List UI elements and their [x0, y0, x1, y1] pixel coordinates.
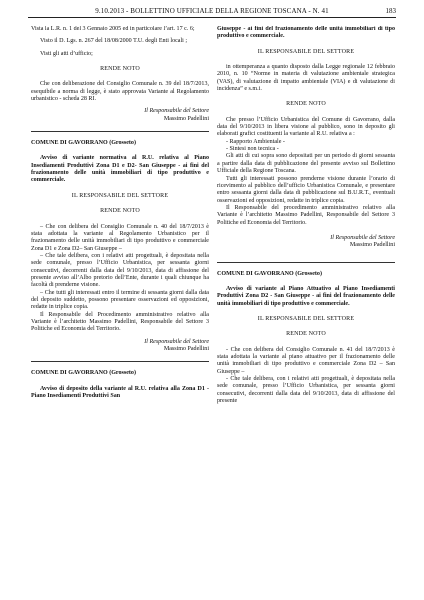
responsabile-heading: IL RESPONSABILE DEL SETTORE	[71, 192, 169, 199]
paragraph: - Che con delibera del Consiglio Comunale n. 41 del 18/7/2013 è stata adottata la variante al piano attuativo per il frazionamento delle unità immobiliari di tipo produttivo e commerciale Zona D2 – San Giuseppe –	[217, 346, 395, 375]
paragraph: Gli atti di cui sopra sono depositati per un periodo di giorni sessanta a partire dalla data di pubblicazione del presente avviso sul Bollettino Ufficiale della Regione Toscana.	[217, 153, 395, 175]
paragraph: Tutti gli interessati possono prenderne visione durante l’orario di ricevimento al pubblico dell’ufficio Urbanistica Comunale, e presentare entro sessanta giorni dalla data di pubblicazione sul B.U.R.T., eventuali osservazioni ed opposizioni, redatte in triplice copia.	[217, 175, 395, 204]
notice-title: Avviso di deposito della variante al R.U. relativa alla Zona D1 - Piano Insediamenti Produttivi San	[31, 385, 209, 400]
page-number: 183	[385, 7, 396, 15]
page-header	[28, 7, 396, 17]
signature-role: Il Responsabile del Settore	[144, 338, 209, 345]
rende-noto-heading: RENDE NOTO	[286, 101, 326, 108]
paragraph: in ottemperanza a quanto disposto dalla Legge regionale 12 febbraio 2010, n. 10 “Norme in materia di valutazione ambientale strategica (VAS), di valutazione di impatto ambientale (VIA) e di valutazione di incidenza” e s.m.i.	[217, 64, 395, 93]
notice-title-continued: Giuseppe - ai fini del frazionamento delle unità immobiliari di tipo produttivo e commerciale.	[217, 26, 395, 40]
paragraph: – Che tutti gli interessati entro il termine di sessanta giorni dalla data del deposito suddetto, possono presentare osservazioni ed opposizioni, redatte in triplice copia.	[31, 289, 209, 311]
signature-name: Massimo Padellini	[349, 242, 395, 249]
paragraph: Vista la L.R. n. 1 del 3 Gennaio 2005 ed in particolare l’art. 17 c. 6;	[31, 26, 195, 32]
paragraph: Visti gli atti d’ufficio;	[40, 50, 93, 57]
signature-role: Il Responsabile del Settore	[330, 234, 395, 241]
responsabile-heading: IL RESPONSABILE DEL SETTORE	[257, 48, 355, 55]
paragraph: Che presso l’Ufficio Urbanistica del Comune di Gavorrano, dalla data del 9/10/2013 in libera visione al pubblico, sono in deposito gli elaborati grafici costituenti la variante al R.U. relativa a :	[217, 116, 395, 138]
header-rule	[28, 17, 396, 18]
rende-noto-heading: RENDE NOTO	[286, 331, 326, 338]
paragraph: Che con deliberazione del Consiglio Comunale n. 39 del 18/7/2013, esequibile a norma di legge, è stato approvata Variante al Regolamento urbanistico - scheda 28 RI.	[31, 81, 209, 103]
rende-noto-heading: RENDE NOTO	[100, 66, 140, 73]
signature-role: Il Responsabile del Settore	[144, 108, 209, 115]
rende-noto-heading: RENDE NOTO	[100, 208, 140, 215]
notice-title: Avviso di variante normativa al R.U. relativa al Piano Insediamenti Produttivi Zona D1 e D2- San Giuseppe - ai fini del frazionamento delle unità immobiliari di tipo produttivo e commerciale.	[31, 155, 209, 184]
paragraph: Il Responsabile del Procedimento amministrativo relativo alla Variante è l’architetto Massimo Padellini, Responsabile del Settore 3 Politiche ed Economia del Territorio.	[31, 311, 209, 333]
header-title: 9.10.2013 - BOLLETTINO UFFICIALE DELLA REGIONE TOSCANA - N. 41	[95, 7, 329, 15]
paragraph: – Che tale delibera, con i relativi atti progettuali, è depositata nella sede comunale, presso l’Ufficio Urbanistica, per sessanta giorni consecutivi, decorrenti dalla data del 9/10/2013, data di affissione del presente avviso all’Albo pretorio dell’Ente, durante i quali chiunque ha facoltà di prenderne visione.	[31, 252, 209, 289]
paragraph: - Che tale delibera, con i relativi atti progettuali, è depositata nella sede comunale, presso l’Ufficio Urbanistica, per sessanta giorni consecutivi, decorrenti dalla data del 9/10/2013, data di affissione del presente	[217, 376, 395, 405]
left-column	[31, 26, 209, 596]
entity-name: COMUNE DI GAVORRANO (Grosseto)	[31, 140, 136, 147]
right-column	[217, 26, 395, 596]
list-item: - Rapporto Ambientale -	[226, 138, 285, 145]
list-item: - Sintesi non tecnica -	[226, 146, 279, 153]
entity-name: COMUNE DI GAVORRANO (Grosseto)	[217, 270, 322, 277]
notice-title: Avviso di variante al Piano Attuativo al Piano Insediamenti Produttivi Zona D2 - San Giuseppe - ai fini del frazionamento delle unità immobiliari di tipo produttivo e commerciale.	[217, 285, 395, 307]
paragraph: Visto il D. Lgs. n. 267 del 18/08/2000 T.U. degli Enti locali ;	[40, 38, 188, 45]
paragraph: Il Responsabile del procedimento amministrativo relativo alla Variante è l’architetto Massimo Padellini, Responsabile del Settore 3 Politiche ed Economia del Territorio.	[217, 204, 395, 226]
signature-name: Massimo Padellini	[163, 115, 209, 122]
paragraph: – Che con delibera del Consiglio Comunale n. 40 del 18/7/2013 è stata adottata la variante al Regolamento Urbanistico per il frazionamento delle unità immobiliari di tipo produttivo e commerciale Zona D1 e Zona D2– San Giuseppe –	[31, 223, 209, 252]
entity-name: COMUNE DI GAVORRANO (Grosseto)	[31, 370, 136, 377]
responsabile-heading: IL RESPONSABILE DEL SETTORE	[257, 315, 355, 322]
signature-name: Massimo Padellini	[163, 346, 209, 352]
